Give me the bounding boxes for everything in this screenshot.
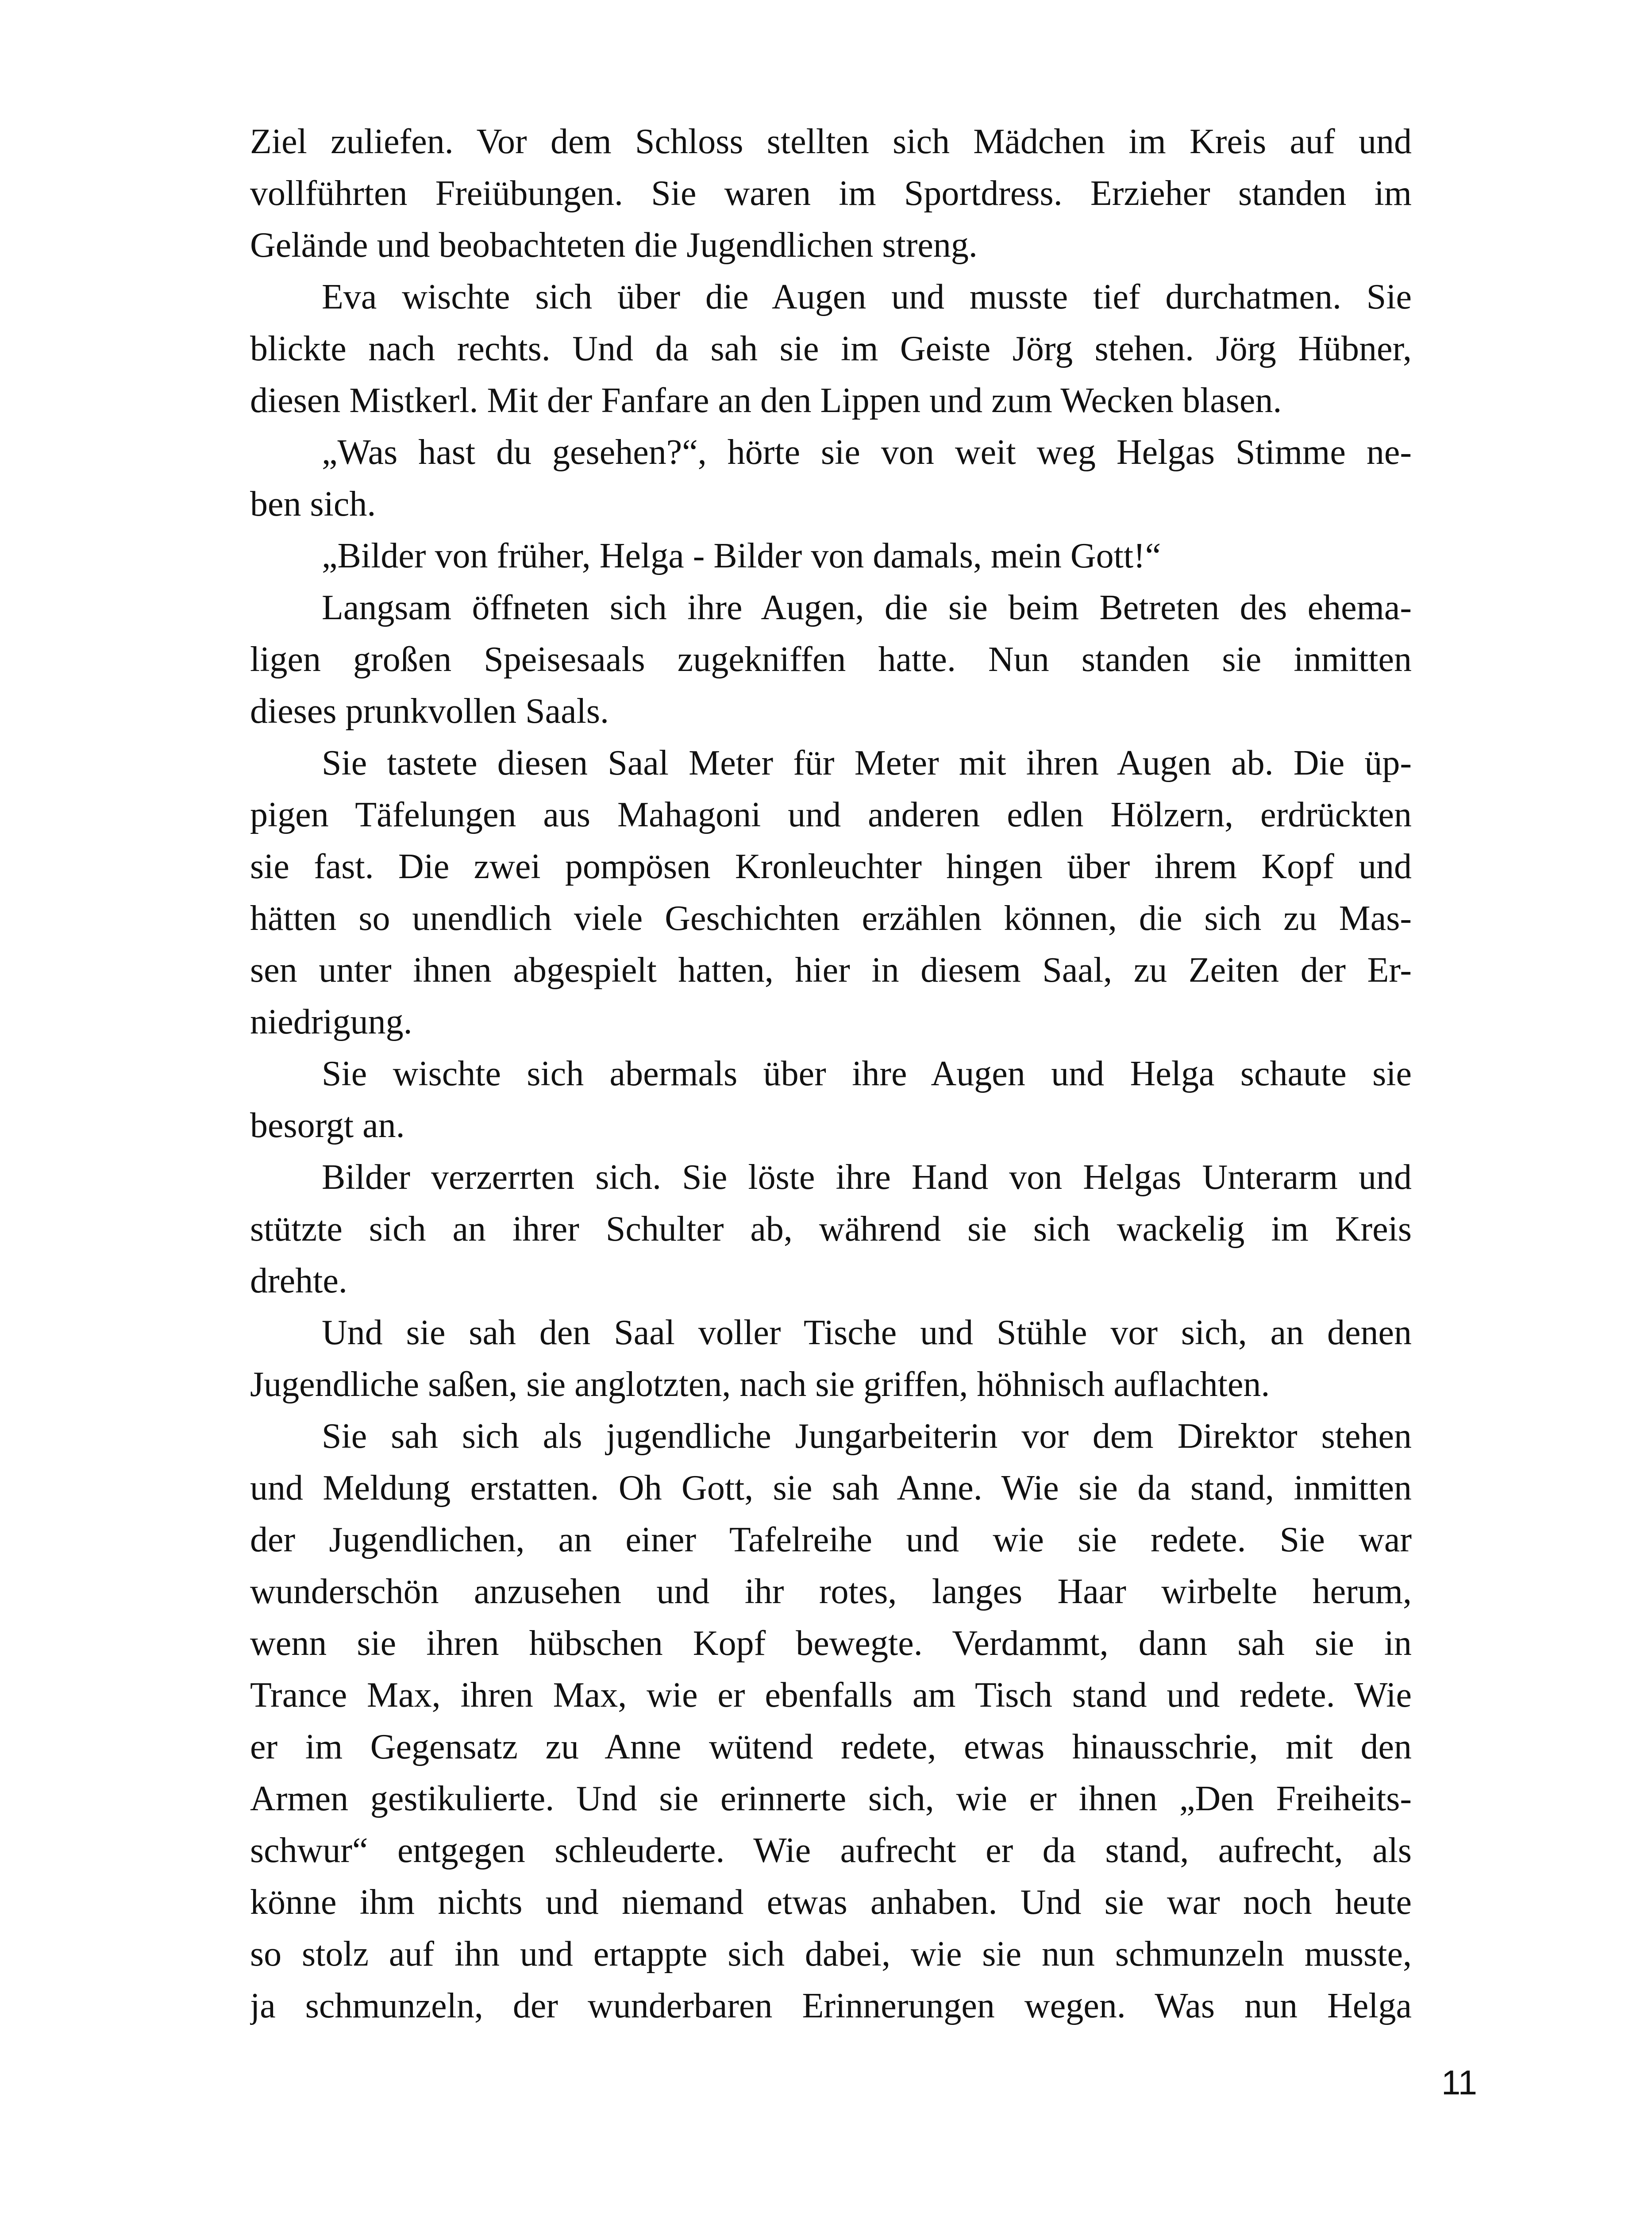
text-line: „Was hast du gesehen?“, hörte sie von weit weg Helgas Stimme ne- <box>322 433 1412 472</box>
text-line: so stolz auf ihn und ertappte sich dabei, wie sie nun schmunzeln musste, <box>250 1935 1412 1974</box>
text-line: schwur“ entgegen schleuderte. Wie aufrecht er da stand, aufrecht, als <box>250 1831 1412 1870</box>
text-line: Bilder verzerrten sich. Sie löste ihre Hand von Helgas Unterarm und <box>322 1158 1412 1197</box>
text-line: und Meldung erstatten. Oh Gott, sie sah Anne. Wie sie da stand, inmitten <box>250 1469 1412 1507</box>
text-line: wunderschön anzusehen und ihr rotes, langes Haar wirbelte herum, <box>250 1572 1412 1611</box>
text-line: Gelände und beobachteten die Jugendlichen streng. <box>250 226 978 265</box>
text-line: Langsam öffneten sich ihre Augen, die sie beim Betreten des ehema- <box>322 588 1412 627</box>
text-line: könne ihm nichts und niemand etwas anhaben. Und sie war noch heute <box>250 1883 1412 1922</box>
text-line: ja schmunzeln, der wunderbaren Erinnerungen wegen. Was nun Helga <box>250 1986 1412 2025</box>
text-line: besorgt an. <box>250 1106 405 1145</box>
text-line: Sie wischte sich abermals über ihre Augen und Helga schaute sie <box>322 1054 1412 1093</box>
text-line: Sie tastete diesen Saal Meter für Meter mit ihren Augen ab. Die üp- <box>322 744 1412 783</box>
text-line: wenn sie ihren hübschen Kopf bewegte. Verdammt, dann sah sie in <box>250 1624 1412 1663</box>
text-line: diesen Mistkerl. Mit der Fanfare an den Lippen und zum Wecken blasen. <box>250 381 1282 420</box>
text-line: vollführten Freiübungen. Sie waren im Sportdress. Erzieher standen im <box>250 174 1412 213</box>
text-line: Trance Max, ihren Max, wie er ebenfalls am Tisch stand und redete. Wie <box>250 1676 1412 1715</box>
text-line: Armen gestikulierte. Und sie erinnerte sich, wie er ihnen „Den Freiheits- <box>250 1779 1412 1818</box>
text-line: Jugendliche saßen, sie anglotzten, nach sie griffen, höhnisch auflachten. <box>250 1365 1270 1404</box>
text-line: Ziel zuliefen. Vor dem Schloss stellten sich Mädchen im Kreis auf und <box>250 122 1412 161</box>
text-line: Eva wischte sich über die Augen und musste tief durchatmen. Sie <box>322 278 1412 316</box>
text-line: der Jugendlichen, an einer Tafelreihe und wie sie redete. Sie war <box>250 1520 1412 1559</box>
text-line: pigen Täfelungen aus Mahagoni und anderen edlen Hölzern, erdrückten <box>250 795 1412 834</box>
text-line: Sie sah sich als jugendliche Jungarbeiterin vor dem Direktor stehen <box>322 1417 1412 1456</box>
text-line: er im Gegensatz zu Anne wütend redete, etwas hinausschrie, mit den <box>250 1727 1412 1766</box>
body-text <box>250 116 1412 2032</box>
text-line: stützte sich an ihrer Schulter ab, während sie sich wackelig im Kreis <box>250 1210 1412 1249</box>
text-line: ben sich. <box>250 485 376 524</box>
text-line: blickte nach rechts. Und da sah sie im Geiste Jörg stehen. Jörg Hübner, <box>250 329 1412 368</box>
text-line: sie fast. Die zwei pompösen Kronleuchter hingen über ihrem Kopf und <box>250 847 1412 886</box>
text-line: Und sie sah den Saal voller Tische und Stühle vor sich, an denen <box>322 1313 1412 1352</box>
page-number: 11 <box>1441 2063 1477 2102</box>
text-line: dieses prunkvollen Saals. <box>250 692 609 731</box>
text-line: ligen großen Speisesaals zugekniffen hatte. Nun standen sie inmitten <box>250 640 1412 679</box>
text-line: niedrigung. <box>250 1002 412 1041</box>
text-line: „Bilder von früher, Helga - Bilder von damals, mein Gott!“ <box>322 536 1161 575</box>
text-line: drehte. <box>250 1261 347 1300</box>
text-line: sen unter ihnen abgespielt hatten, hier in diesem Saal, zu Zeiten der Er- <box>250 951 1412 990</box>
text-line: hätten so unendlich viele Geschichten erzählen können, die sich zu Mas- <box>250 899 1412 938</box>
